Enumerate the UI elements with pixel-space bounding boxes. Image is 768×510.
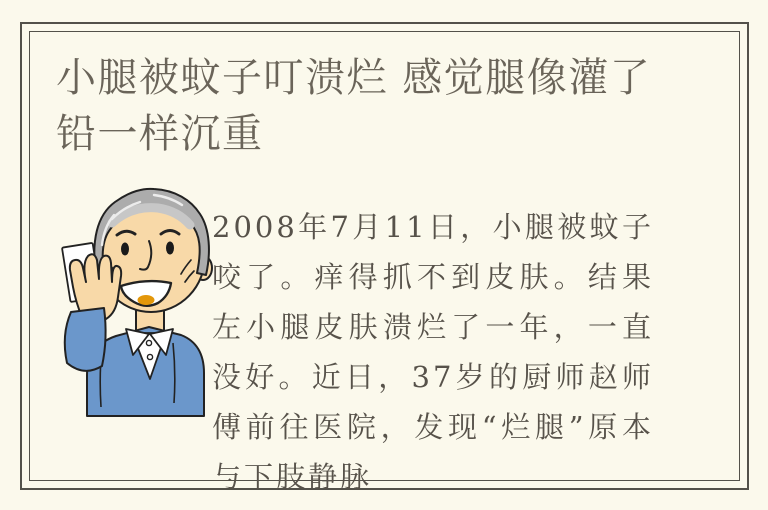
mouth-tongue [138,295,155,305]
eye-right [166,242,174,255]
man-sleeve [65,308,106,371]
article-content [30,32,739,494]
shirt-button-bottom [147,354,152,359]
article-title: 小腿被蚊子叮溃烂 感觉腿像灌了铅一样沉重 [56,55,652,157]
eye-left [121,243,129,256]
inner-frame [29,31,740,494]
article-body: 2008年7月11日，小腿被蚊子咬了。痒得抓不到皮肤。结果左小腿皮肤溃烂了一年，一直没好。近日，37岁的厨师赵师傅前往医院，发现“烂腿”原本与下肢静脉 [212,210,654,494]
shirt-button-top [146,340,151,345]
elderly-man-illustration [54,183,214,417]
outer-frame [20,22,749,494]
